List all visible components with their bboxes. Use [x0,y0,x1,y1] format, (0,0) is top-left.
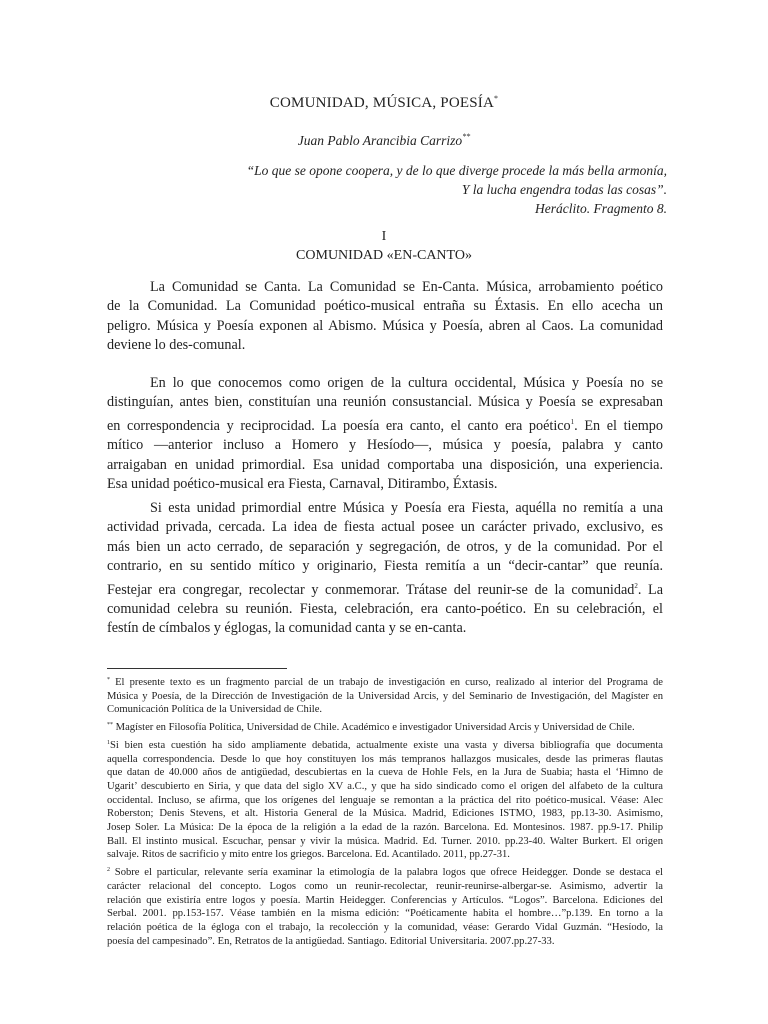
title-footnote-marker: * [493,94,499,103]
paragraph-line: contrario, en su sentido mítico y originario, Fiesta remitía a un “decir-cantar” que reunía. [107,558,663,575]
document-title [0,94,768,112]
paragraph-line: peligro. Música y Poesía exponen al Abismo. Música y Poesía, abren al Caos. La comunidad [107,317,663,334]
paragraph-line-text: Festejar era congregar, recolectar y conmemorar. Trátase del reunir-se de la comunidad [107,581,635,598]
epigraph-line: “Lo que se opone coopera, y de lo que diverge procede la más bella armonía, [246,163,667,178]
section-title: COMUNIDAD «EN-CANTO» [296,248,472,263]
epigraph [147,161,667,218]
footnote-ref[interactable]: 1 [570,417,575,426]
paragraph-1 [107,278,663,356]
paragraph-line: distinguían, antes bien, constituían una reunión consustancial. Música y Poesía se expresaban [107,394,663,411]
footnote [107,864,663,948]
footnote-line: Josep Soler. La Música: De la época de la religión a la edad de la razón. Barcelona. Ed. Montesinos. 1987. pp.9-17. Philip [107,822,663,834]
footnote-text: El presente texto es un fragmento parcial de un trabajo de investigación en curso, realizado al interior del Programa de [115,677,663,688]
footnote-line: relación poética de la égloga con el trabajo, la recolección y la comunidad, véase: Gerardo Vidal Guzmán. “Hesíodo, la [107,921,663,933]
paragraph-2 [107,374,663,494]
footnote [107,737,663,862]
title-text: COMUNIDAD, MÚSICA, POESÍA [269,95,494,111]
paragraph-line: En lo que conocemos como origen de la cultura occidental, Música y Poesía no se [150,375,663,391]
paragraph-line-text: en correspondencia y reciprocidad. La poesía era canto, el canto era poético [107,417,571,434]
paragraph-line: Esa unidad poético-musical era Fiesta, Carnaval, Ditirambo, Éxtasis. [107,476,498,493]
footnote-line [107,719,663,735]
footnote-line: Ball. El instinto musical. Escuchar, pensar y vivir la música. Madrid. Ed. Turner. 2010. pp.23-40. Walter Burkert. El origen [107,835,663,847]
footnote-line: Ugarit’ descubierto en Siria, y que data del siglo XV a.C., y que ha sido sindicado como el origen del alfabeto de la cultura [107,780,663,792]
footnote-marker: ** [107,722,113,729]
author-text: Juan Pablo Arancibia Carrizo [297,133,463,148]
footnote-line: aquella correspondencia. Desde lo que hoy constituyen los más tempranos hallazgos musicales, desde las primeras flautas [107,753,663,765]
footnote-line: que datan de 40.000 años de antigüedad, descubiertas en la cueva de Hohle Fels, en la Jura de Suabia; hasta el ‘Himno de [107,767,663,779]
author-name [0,132,768,149]
paragraph-line: de la Comunidad. La Comunidad poético-musical entraña su Éxtasis. En ello acecha un [107,298,663,315]
footnote-line [107,737,663,753]
paragraph-line: La Comunidad se Canta. La Comunidad se En-Canta. Música, arrobamiento poético [150,279,663,295]
epigraph-line: Y la lucha engendra todas las cosas”. [461,182,667,197]
paragraph-line-tail: . La [637,581,663,598]
footnote-line: carácter relacional del concepto. Logos como un reunir-recolectar, reunir-reunirse-albergar-se. Asimismo, advertir la [107,880,663,892]
footnote-line [107,864,663,880]
paragraph-3 [107,499,663,639]
footnote-ref[interactable]: 2 [634,581,638,590]
footnote-marker: * [107,677,110,683]
footnote-line: Serbal. 2001. pp.153-157. Véase también en la misma edición: “Poéticamente habita el hombre…”p.139. En torno a la [107,908,663,920]
paragraph-line: más bien un acto cerrado, de separación y segregación, de otros, y de la comunidad. Por el [107,538,663,555]
paragraph-line: mítico —anterior incluso a Homero y Hesíodo—, música y poesía, palabra y canto [107,437,663,454]
paragraph-line: Si esta unidad primordial entre Música y Poesía era Fiesta, aquélla no remitía a una [150,500,663,516]
paragraph-line-tail: . En el tiempo [574,417,663,434]
footnote-line: relación que existiría entre logos y poesía. Martin Heidegger. Conferencias y Artículos. “Logos”. Barcelona. Ediciones del [107,894,663,906]
footnote-text: Magíster en Filosofía Política, Universidad de Chile. Académico e investigador Universidad Arcis y Universidad de Chile. [115,722,635,734]
footnote-separator [107,668,287,669]
footnote-line [107,674,663,690]
paragraph-line: comunidad celebra su reunión. Fiesta, celebración, era canto-poético. En su celebración, el [107,601,663,618]
footnote-line: salvaje. Ritos de sacrificio y mito entre los griegos. Barcelona. Ed. Acantilado. 2011, pp.27-31. [107,849,510,861]
paragraph-line: arraigaban en unidad primordial. Esa unidad comportaba una disposición, una experiencia. [107,456,663,473]
footnote-line: Comunicación Política de la Universidad de Chile. [107,704,323,716]
footnote-marker: 2 [107,867,110,874]
footnote [107,674,663,717]
footnote-line: Roberston; Denis Stevens, et alt. Historia General de la Música. Madrid, Ediciones ISTMO, 1983, pp.13-30. Asimismo, [107,808,663,820]
paragraph-line [107,577,663,600]
footnote [107,719,663,735]
footnote-line: poesía del campesinado”. En, Retratos de la antigüedad. Santiago. Editorial Universitaria. 2007.pp.27-33. [107,935,555,947]
footnote-text: Si bien esta cuestión ha sido ampliamente debatida, actualmente existe una vasta y diversa bibliografía que documenta [110,739,663,751]
footnote-line: Música y Poesía, de la Dirección de Investigación de la Universidad Arcis, y del Seminario de Investigación, del Magíster en [107,690,663,702]
footnote-line: occidental. Incluso, se afirma, que los orígenes del lenguaje se remontan a la práctica del rito poético-musical. Véase: Alec [107,794,663,806]
author-footnote-marker: ** [462,132,471,141]
footnote-text: Sobre el particular, relevante sería examinar la etimología de la palabra logos que ofrece Heidegger. Donde se destaca el [114,867,663,879]
paragraph-line: festín de címbalos y églogas, la comunidad canta y se en-canta. [107,620,467,637]
paragraph-line: deviene lo des-comunal. [107,337,246,354]
paragraph-line [107,413,663,436]
section-number: I [381,229,387,244]
epigraph-attribution: Heráclito. Fragmento 8. [535,201,667,216]
footnote-marker: 1 [107,739,110,746]
footnotes [107,674,663,950]
paragraph-line: actividad privada, cercada. La idea de fiesta actual posee un carácter privado, exclusivo, es [107,519,663,536]
